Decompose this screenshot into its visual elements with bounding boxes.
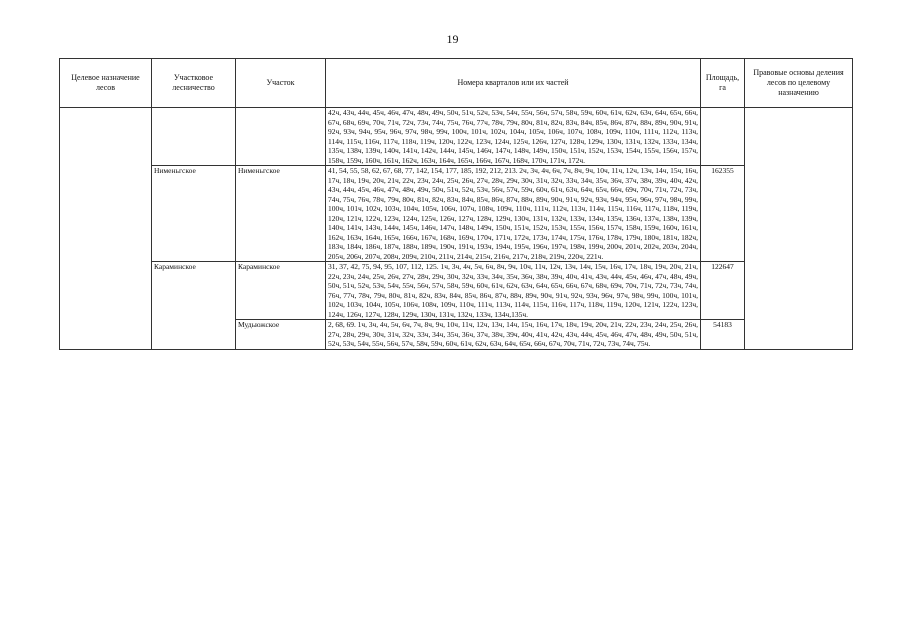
table-row bbox=[60, 108, 853, 166]
header-legal-basis: Правовые основы деления лесов по целевому назначению bbox=[745, 59, 853, 108]
area-cell bbox=[701, 108, 745, 166]
area-cell: 54183 bbox=[701, 320, 745, 350]
forest-division-table bbox=[59, 58, 853, 350]
area-cell: 162355 bbox=[701, 166, 745, 262]
lesnichestvo-cell: Караминское bbox=[152, 262, 236, 350]
page-number: 19 bbox=[446, 32, 459, 46]
quarters-cell: 31, 37, 42, 75, 94, 95, 107, 112, 125. 1ч, 3ч, 4ч, 5ч, 6ч, 8ч, 9ч, 10ч, 11ч, 12ч, 13ч, 14ч, 15ч, 16ч, 17ч, 18ч, 19ч, 20ч, 21ч, 22ч, 23ч, 24ч, 25ч, 26ч, 27ч, 28ч, 29ч, 30ч, 32ч, 33ч, 34ч, 35ч, 36ч, 38ч, 39ч, 40ч, 41ч, 43ч, 44ч, 45ч, 46ч, 47ч, 48ч, 49ч, 50ч, 51ч, 52ч, 53ч, 54ч, 55ч, 56ч, 57ч, 58ч, 59ч, 60ч, 61ч, 62ч, 63ч, 64ч, 65ч, 66ч, 67ч, 68ч, 69ч, 70ч, 71ч, 72ч, 73ч, 74ч, 76ч, 77ч, 78ч, 79ч, 80ч, 81ч, 82ч, 83ч, 84ч, 85ч, 86ч, 87ч, 88ч, 89ч, 90ч, 91ч, 92ч, 93ч, 96ч, 97ч, 98ч, 99ч, 100ч, 101ч, 102ч, 103ч, 104ч, 105ч, 106ч, 108ч, 109ч, 110ч, 111ч, 113ч, 114ч, 115ч, 116ч, 117ч, 118ч, 119ч, 120ч, 121ч, 122ч, 123ч, 124ч, 126ч, 127ч, 128ч, 129ч, 130ч, 131ч, 132ч, 133ч, 134ч,135ч. bbox=[326, 262, 701, 320]
header-lesnichestvo: Участковое лесничество bbox=[152, 59, 236, 108]
header-uchastok: Участок bbox=[236, 59, 326, 108]
header-area: Площадь, га bbox=[701, 59, 745, 108]
quarters-cell: 41, 54, 55, 58, 62, 67, 68, 77, 142, 154, 177, 185, 192, 212, 213. 2ч, 3ч, 4ч, 6ч, 7ч, 8ч, 9ч, 10ч, 11ч, 12ч, 13ч, 14ч, 15ч, 16ч, 17ч, 18ч, 19ч, 20ч, 21ч, 22ч, 23ч, 24ч, 25ч, 26ч, 27ч, 28ч, 29ч, 30ч, 31ч, 32ч, 33ч, 34ч, 35ч, 36ч, 37ч, 38ч, 39ч, 40ч, 42ч, 43ч, 44ч, 45ч, 46ч, 47ч, 48ч, 49ч, 50ч, 51ч, 52ч, 53ч, 56ч, 57ч, 59ч, 60ч, 61ч, 63ч, 64ч, 65ч, 66ч, 69ч, 70ч, 71ч, 72ч, 73ч, 74ч, 75ч, 76ч, 78ч, 79ч, 80ч, 81ч, 82ч, 83ч, 84ч, 85ч, 86ч, 87ч, 88ч, 89ч, 90ч, 91ч, 92ч, 93ч, 94ч, 95ч, 96ч, 97ч, 98ч, 99ч, 100ч, 101ч, 102ч, 103ч, 104ч, 105ч, 106ч, 107ч, 108ч, 109ч, 110ч, 111ч, 112ч, 113ч, 114ч, 115ч, 116ч, 117ч, 118ч, 119ч, 120ч, 121ч, 122ч, 123ч, 124ч, 125ч, 126ч, 127ч, 128ч, 129ч, 130ч, 131ч, 132ч, 133ч, 134ч, 135ч, 136ч, 137ч, 138ч, 139ч, 140ч, 141ч, 143ч, 144ч, 145ч, 146ч, 147ч, 148ч, 149ч, 150ч, 151ч, 152ч, 153ч, 155ч, 156ч, 157ч, 158ч, 159ч, 160ч, 161ч, 162ч, 163ч, 164ч, 165ч, 166ч, 167ч, 168ч, 169ч, 170ч, 171ч, 172ч, 173ч, 174ч, 175ч, 176ч, 178ч, 179ч, 180ч, 181ч, 182ч, 183ч, 184ч, 186ч, 187ч, 188ч, 189ч, 190ч, 191ч, 193ч, 194ч, 195ч, 196ч, 197ч, 198ч, 199ч, 200ч, 201ч, 202ч, 203ч, 204ч, 205ч, 206ч, 207ч, 208ч, 209ч, 210ч, 211ч, 214ч, 215ч, 216ч, 217ч, 218ч, 219ч, 220ч, 221ч. bbox=[326, 166, 701, 262]
table-row bbox=[60, 166, 853, 262]
purpose-cell bbox=[60, 108, 152, 350]
lesnichestvo-cell: Нименьгское bbox=[152, 166, 236, 262]
lesnichestvo-cell bbox=[152, 108, 236, 166]
legal-basis-cell bbox=[745, 108, 853, 350]
uchastok-cell: Караминское bbox=[236, 262, 326, 320]
table-row bbox=[60, 262, 853, 320]
table-header-row bbox=[60, 59, 853, 108]
uchastok-cell bbox=[236, 108, 326, 166]
area-cell: 122647 bbox=[701, 262, 745, 320]
uchastok-cell: Мудьюжское bbox=[236, 320, 326, 350]
quarters-cell: 2, 68, 69. 1ч, 3ч, 4ч, 5ч, 6ч, 7ч, 8ч, 9ч, 10ч, 11ч, 12ч, 13ч, 14ч, 15ч, 16ч, 17ч, 18ч, 19ч, 20ч, 21ч, 22ч, 23ч, 24ч, 25ч, 26ч, 27ч, 28ч, 29ч, 30ч, 31ч, 32ч, 33ч, 34ч, 35ч, 36ч, 37ч, 38ч, 39ч, 40ч, 41ч, 42ч, 43ч, 44ч, 45ч, 46ч, 47ч, 48ч, 49ч, 50ч, 51ч, 52ч, 53ч, 54ч, 55ч, 56ч, 57ч, 58ч, 59ч, 60ч, 61ч, 62ч, 63ч, 64ч, 65ч, 66ч, 67ч, 70ч, 71ч, 72ч, 73ч, 74ч, 75ч. bbox=[326, 320, 701, 350]
header-quarters: Номера кварталов или их частей bbox=[326, 59, 701, 108]
quarters-cell: 42ч, 43ч, 44ч, 45ч, 46ч, 47ч, 48ч, 49ч, 50ч, 51ч, 52ч, 53ч, 54ч, 55ч, 56ч, 57ч, 58ч, 59ч, 60ч, 61ч, 62ч, 63ч, 64ч, 65ч, 66ч, 67ч, 68ч, 69ч, 70ч, 71ч, 72ч, 73ч, 74ч, 75ч, 76ч, 77ч, 78ч, 79ч, 80ч, 81ч, 82ч, 83ч, 84ч, 85ч, 86ч, 87ч, 88ч, 89ч, 90ч, 91ч, 92ч, 93ч, 94ч, 95ч, 96ч, 97ч, 98ч, 99ч, 100ч, 101ч, 102ч, 104ч, 105ч, 106ч, 107ч, 108ч, 109ч, 110ч, 111ч, 112ч, 113ч, 114ч, 115ч, 116ч, 117ч, 118ч, 119ч, 120ч, 122ч, 123ч, 124ч, 125ч, 126ч, 127ч, 128ч, 129ч, 130ч, 131ч, 132ч, 133ч, 134ч, 135ч, 138ч, 139ч, 140ч, 141ч, 142ч, 144ч, 145ч, 146ч, 147ч, 148ч, 149ч, 150ч, 151ч, 152ч, 153ч, 154ч, 155ч, 156ч, 157ч, 158ч, 159ч, 160ч, 161ч, 162ч, 163ч, 164ч, 165ч, 166ч, 167ч, 168ч, 170ч, 171ч, 172ч. bbox=[326, 108, 701, 166]
uchastok-cell: Нименьгское bbox=[236, 166, 326, 262]
header-purpose: Целевое назначение лесов bbox=[60, 59, 152, 108]
